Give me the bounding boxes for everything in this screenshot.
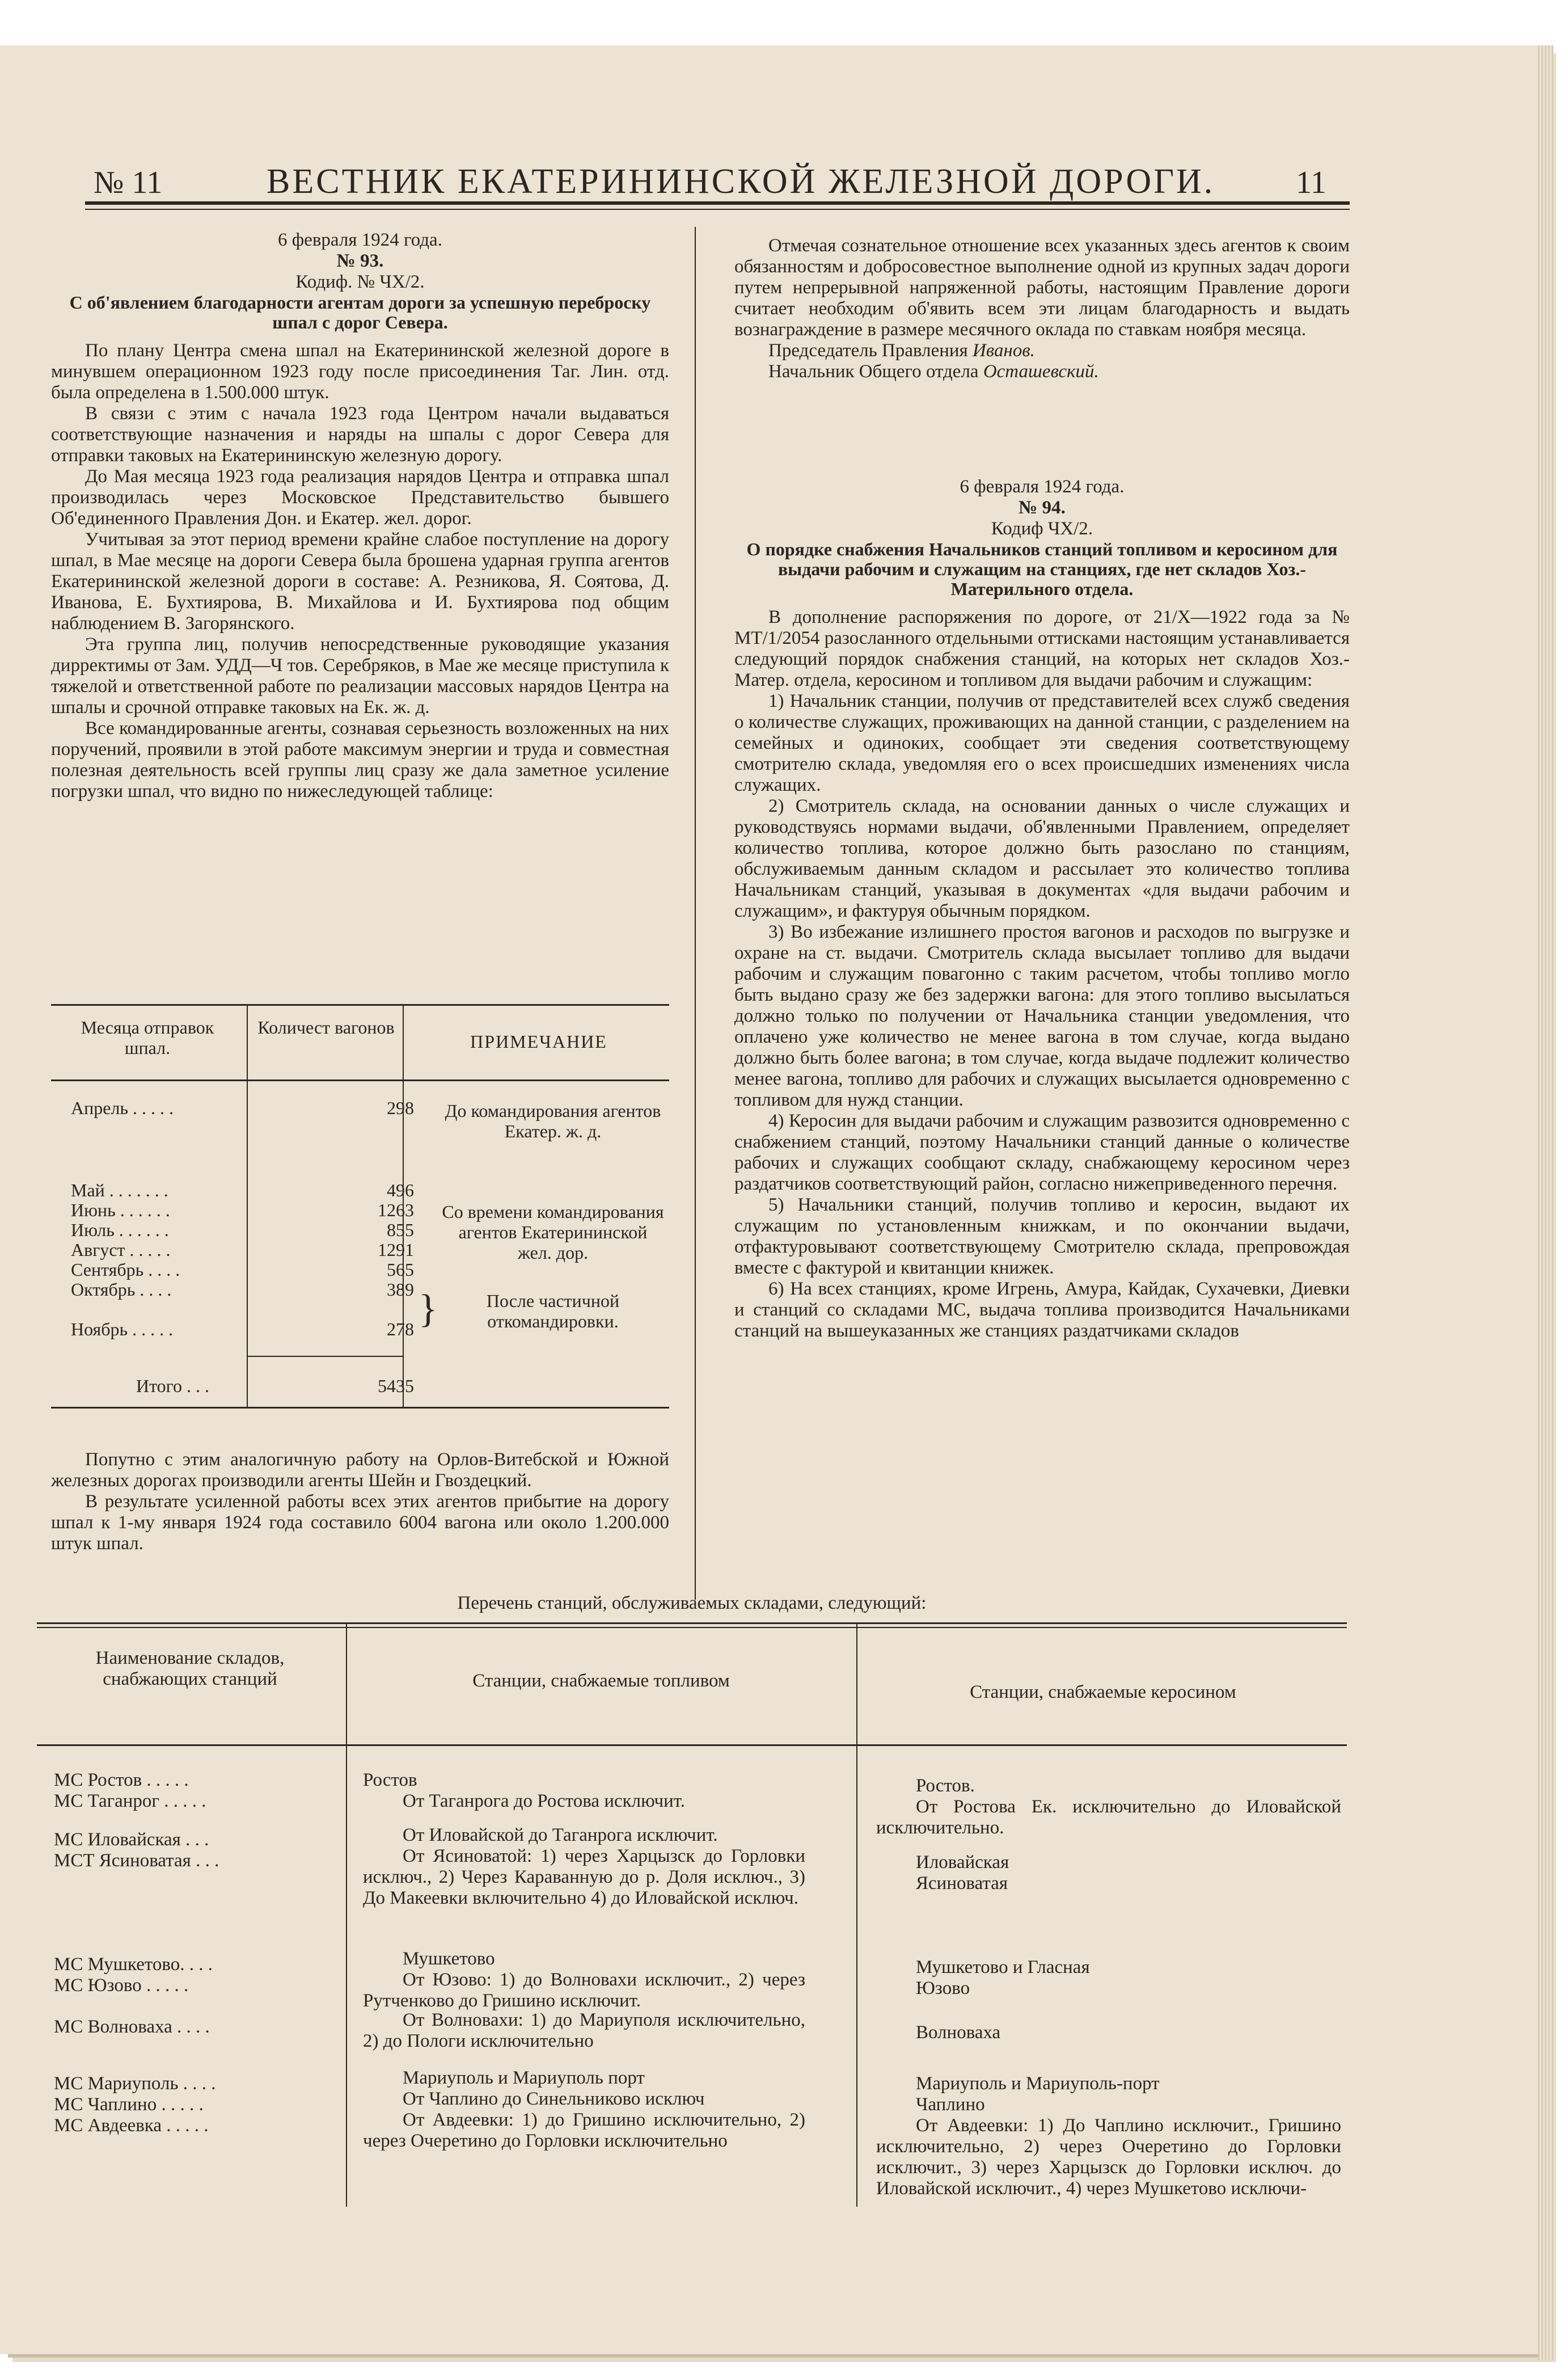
- order-94-paragraph: 4) Керосин для выдачи рабочим и служащим развозится одновременно с снабжением станций, поэтому Начальники станций данные о количестве рабочих и служащих сообщают складу, снабжающему керосином через раздатчиков соответствующий район, согласно нижеприведенного перечня.: [734, 1111, 1350, 1194]
- order-93-paragraph: Эта группа лиц, получив непосредственные руководящие указания дирректимы от Зам. УДД—Ч тов. Серебряков, в Мае же месяце приступила к тяжелой и ответственной работе по реализации массовых нарядов Центра на шпалы и срочной отправке таковых на Ек. ж. д.: [51, 634, 669, 718]
- col-header-count: Количест вагонов: [257, 1017, 395, 1038]
- page-number: 11: [1296, 165, 1326, 200]
- order-94-paragraph: 2) Смотритель склада, на основании данных о числе служащих и руководствуясь нормами выдачи, об'явленными Правлением, определяет количество топлива, которое должно быть разослано по станциям, обслуживаемым данным складом и рассылает это количество топлива Начальникам станций, указывая в документах «для выдачи рабочим и служащим», и фактуруя обычным порядком.: [734, 796, 1350, 921]
- signature-department-head: Начальник Общего отдела Осташевский.: [768, 361, 1099, 382]
- closing-paragraph: Отмечая сознательное отношение всех указанных здесь агентов к своим обязанностям и добросовестное выполнение одной из крупных задач дороги путем непрерывной напряженной работы, настоящим Правление дороги считает необходим об'явить всем эти лицам благодарность и выдать вознаграждение в размере месячного оклада по ставкам ноября месяца.: [734, 235, 1350, 340]
- order-93-conclusion: [51, 1449, 669, 1554]
- col-header-stores: Наименование складов, снабжающих станций: [95, 1648, 285, 1689]
- col-header-fuel: Станции, снабжаемые топливом: [472, 1671, 730, 1691]
- order-94: [734, 477, 1350, 1342]
- order-94-paragraph: 1) Начальник станции, получив от представителей всех служб сведения о количестве служащих, проживающих на данной станции, с разделением на семейных и одиноких, сообщает эти сведения соответствующему смотрителю склада, уведомляя его о всех происшедших изменениях числа служащих.: [734, 691, 1350, 795]
- order-93-paragraph: До Мая месяца 1923 года реализация нарядов Центра и отправка шпал производилась через Московское Представительство бывшего Об'единенного Правления Дон. и Екатер. жел. дорог.: [51, 466, 669, 529]
- order-94-codif: Кодиф ЧХ/2.: [991, 518, 1093, 539]
- table-note: До командирования агентов Екатер. ж. д.: [445, 1100, 661, 1141]
- order-93-number: № 93.: [336, 251, 384, 271]
- order-93-paragraph: В связи с этим с начала 1923 года Центром начали выдаваться соответствующие назначения и наряды на шпалы с дорог Севера для отправки таковых на Екатерининскую железную дорогу.: [51, 403, 669, 466]
- signature-chairman: Председатель Правления Иванов.: [768, 340, 1035, 361]
- order-93-codif: Кодиф. № ЧХ/2.: [295, 272, 425, 292]
- order-93-paragraph: По плану Центра смена шпал на Екатерининской железной дороге в минувшем операционном 1923 году после присоединения Таг. Лин. отд. была определена в 1.500.000 штук.: [51, 340, 669, 403]
- order-94-paragraph: В дополнение распоряжения по дороге, от 21/X—1922 года за № МТ/1/2054 разосланного отдельными оттисками настоящим устанавливается следующий порядок снабжения станций, на которых нет складов Хоз.-Матер. отдела, керосином и топливом для выдачи рабочим и служащим:: [734, 607, 1350, 690]
- table-note: После частичной откомандировки.: [486, 1291, 620, 1331]
- order-94-number: № 94.: [1018, 497, 1066, 518]
- header-rule-thick: [85, 201, 1350, 205]
- col-header-month: Месяца отправок шпал.: [81, 1017, 214, 1058]
- sleepers-table-header: [51, 1004, 669, 1081]
- order-94-heading: О порядке снабжения Начальников станций топливом и керосином для выдачи рабочим и служащим на станциях, где нет складов Хоз.-Материльного отдела.: [746, 539, 1338, 599]
- stations-list-title: Перечень станций, обслуживаемых складами, следующий:: [457, 1593, 927, 1613]
- col-header-note: ПРИМЕЧАНИЕ: [470, 1031, 607, 1052]
- newspaper-title: ВЕСТНИК ЕКАТЕРИНИНСКОЙ ЖЕЛЕЗНОЙ ДОРОГИ.: [267, 162, 1215, 201]
- order-94-paragraph: 5) Начальники станций, получив топливо и керосин, выдают их служащим по установленным книжкам, и по окончании выдачи, отфактуровывают соответствующему Смотрителю склада, препровождая вместе с фактурой и квитанции книжек.: [734, 1195, 1350, 1278]
- brace-icon: }: [419, 1287, 438, 1331]
- order-93-heading: С об'явлением благодарности агентам дороги за успешную переброску шпал с дорог Севера.: [69, 292, 651, 332]
- order-94-date: 6 февраля 1924 года.: [960, 477, 1125, 497]
- order-93-paragraph: В результате усиленной работы всех этих агентов прибытие на дорогу шпал к 1-му января 1924 года составило 6004 вагона или около 1.200.000 штук шпал.: [51, 1491, 669, 1554]
- column-divider: [695, 227, 696, 1600]
- order-93-date: 6 февраля 1924 года.: [278, 230, 442, 250]
- order-93: [51, 230, 669, 802]
- order-94-paragraph: 3) Во избежание излишнего простоя вагонов и расходов по выгрузке и охране на ст. выдачи. Смотритель склада высылает топливо для выдачи рабочим и служащим повагонно с таким расчетом, чтобы топливо могло быть выдано сразу же без задержки вагона: для этого топливо высылаться должно только по получении от Начальника станции уведомления, что оплачено уже количество не менее вагона в том случае, когда выдано должно быть более вагона; в том случае, когда выдаче подлежит количество менее вагона, топливо для рабочих и служащих высылается одновременно с топливом для нужд станции.: [734, 922, 1350, 1110]
- col-header-kerosene: Станции, снабжаемые керосином: [970, 1682, 1236, 1702]
- page-edge-stack: [1538, 45, 1554, 2360]
- header-rule-thin: [85, 209, 1350, 210]
- order-93-paragraph: Все командированные агенты, сознавая серьезность возложенных на них поручений, проявили в этой работе максимум энергии и труда и совместная полезная деятельность всей группы лиц сразу же дала заметное усиление погрузки шпал, что видно по нижеследующей таблице:: [51, 718, 669, 802]
- table-note: Со времени командирования агентов Екатерининской жел. дор.: [442, 1201, 664, 1263]
- order-94-paragraph: 6) На всех станциях, кроме Игрень, Амура, Кайдак, Сухачевки, Диевки и станций со складами МС, выдача топлива производится Начальниками станций на вышеуказанных же станциях раздатчиками складов: [734, 1279, 1350, 1341]
- order-93-paragraph: Попутно с этим аналогичную работу на Орлов-Витебской и Южной железных дорогах производили агенты Шейн и Гвоздецкий.: [51, 1449, 669, 1491]
- order-93-closing: [734, 235, 1350, 382]
- issue-number: № 11: [94, 165, 163, 200]
- order-93-paragraph: Учитывая за этот период времени крайне слабое поступление на дорогу шпал, в Мае месяце на дороги Севера была брошена ударная группа агентов Екатерининской железной дороги в составе: А. Резникова, Я. Соятова, Д. Иванова, Е. Бухтиярова, В. Михайлова и И. Бухтиярова под общим наблюдением В. Загорянского.: [51, 529, 669, 634]
